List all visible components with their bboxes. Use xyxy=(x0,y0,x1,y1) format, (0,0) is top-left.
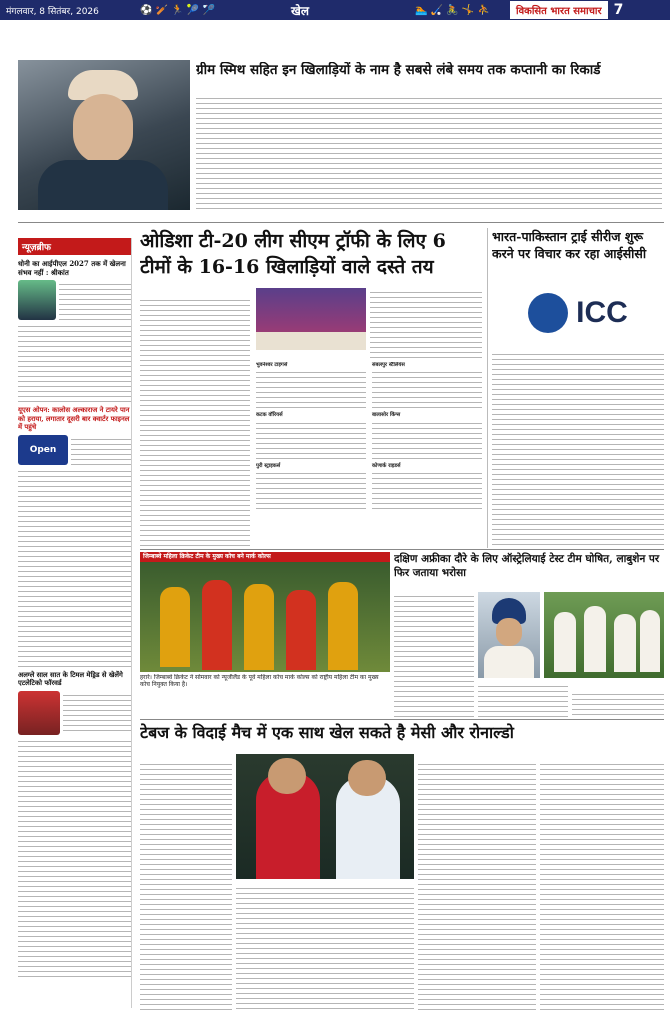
story6-body-col3 xyxy=(418,760,536,1010)
team-6-list xyxy=(372,469,482,513)
story6-headline-wrap xyxy=(140,722,664,750)
team-3: पुरी स्ट्राइकर्स xyxy=(256,462,281,469)
story4-kicker: जिम्बाब्वे महिला क्रिकेट टीम के मुख्य कोच बने मार्क कोल्स xyxy=(143,553,271,560)
story6-body-col4 xyxy=(540,760,664,1010)
story6-headline: टेबज के विदाई मैच में एक साथ खेल सकते है मेसी और रोनाल्डो xyxy=(140,723,514,742)
story6-byline xyxy=(140,752,200,760)
team-5-list xyxy=(372,419,482,463)
story5-byline xyxy=(394,584,454,592)
sidebar xyxy=(18,238,132,1008)
story6-body-left xyxy=(140,760,232,1010)
team-1-list xyxy=(256,368,366,412)
story4-kicker-wrap xyxy=(140,552,390,562)
story4-caption: हरारे। जिम्बाब्वे क्रिकेट ने सोमवार को न्यूजीलैंड के पूर्व महिला कोच मार्क कोल्स को राष्ट्रीय महिला टीम का मुख्य कोच नियुक्त किया है। xyxy=(140,674,379,688)
labuschagne-photo xyxy=(478,592,540,678)
story5-subhead-wrap xyxy=(572,682,664,690)
story3-byline xyxy=(492,342,552,350)
divider-mid xyxy=(140,549,664,550)
story5-body-mid xyxy=(478,682,568,720)
brief3-headline: अलग्ले साल सात के टिमल मेड्रिड से खेलेंगे एटलेटिको फॉरवर्ड xyxy=(18,670,123,687)
dhoni-photo xyxy=(18,280,56,320)
story1-headline: ग्रीम स्मिथ सहित इन खिलाड़ियों के नाम है सबसे लंबे समय तक कप्तानी का रिकार्ड xyxy=(196,62,601,78)
team-5: बालासोर किंग्स xyxy=(372,412,401,419)
messi-ronaldo-photo xyxy=(236,754,414,879)
story6-body-under-photo xyxy=(236,884,414,1010)
story5-body-right xyxy=(572,690,664,720)
story5-headline: दक्षिण अफ्रीका दौरे के लिए ऑस्ट्रेलियाई टेस्ट टीम घोषित, लाबुशेन पर फिर जताया भरोसा xyxy=(394,553,660,579)
story2-byline xyxy=(140,288,240,296)
page-number: 7 xyxy=(613,2,624,18)
icc-ball-icon xyxy=(528,293,568,333)
team-2-list xyxy=(256,419,366,463)
story1-body xyxy=(196,94,662,212)
story1-byline xyxy=(256,86,316,94)
icc-logo xyxy=(492,288,664,338)
page-header xyxy=(0,0,670,20)
story4-caption-wrap xyxy=(140,674,390,716)
zimbabwe-team-photo xyxy=(140,562,390,672)
us-open-logo-text: Open xyxy=(29,444,57,455)
story2-photo-caption xyxy=(256,351,366,359)
section-title: खेल xyxy=(291,3,309,18)
brief3-body xyxy=(18,737,131,977)
story5-headline-wrap xyxy=(394,552,664,582)
brief1-body xyxy=(18,322,131,402)
football-player-photo xyxy=(18,691,60,735)
paper-name: विकसित भारत समाचार xyxy=(510,1,608,19)
brief2-headline: यूएस ओपन: कालोस अल्काराज ने टायरे पान को हराया, लगातार दूसरी बार क्वार्टर फाइनल में पहुंचे xyxy=(18,406,130,431)
brief2-body xyxy=(18,467,131,667)
team-4-list xyxy=(372,368,482,412)
divider-vert xyxy=(487,228,488,548)
brief1-body-top xyxy=(59,280,131,320)
divider-top xyxy=(18,222,664,223)
story2-body-left xyxy=(140,296,250,546)
story3-headline-wrap xyxy=(492,228,664,286)
story3-body xyxy=(492,350,664,548)
divider-low xyxy=(140,719,664,720)
story1-headline-wrap xyxy=(196,62,662,84)
sports-icons-right: 🏊 🏑 🚴 🤸 ⛹ xyxy=(415,4,490,16)
story2-teams xyxy=(256,362,482,548)
sports-icons: ⚽ 🏏 🏃 🎾 🏸 xyxy=(140,4,215,16)
team-6: कोणार्क राइडर्स xyxy=(372,462,401,469)
team-1: भुवनेश्वर टाइगर्स xyxy=(256,362,288,368)
brief2-body-top xyxy=(71,435,131,465)
australia-celebration-photo xyxy=(544,592,664,678)
us-open-logo xyxy=(18,435,68,465)
story2-event-photo xyxy=(256,288,366,350)
icc-logo-text: ICC xyxy=(576,296,628,329)
sidebar-title: न्यूज़ब्रीफ xyxy=(18,238,131,255)
brief3-body-top xyxy=(63,691,131,735)
story2-body-right xyxy=(370,288,482,360)
story2-headline-wrap xyxy=(140,228,480,282)
team-3-list xyxy=(256,469,366,513)
issue-date: मंगलवार, 8 सितंबर, 2026 xyxy=(6,6,99,17)
team-4: संबलपुर स्टैलियंस xyxy=(372,362,405,368)
brief1-headline: धोनी का आईपीएल 2027 तक में खेलना संभव नहीं : श्रीकांत xyxy=(18,259,126,277)
story3-headline: भारत-पाकिस्तान ट्राई सीरीज शुरू करने पर विचार कर रहा आईसीसी xyxy=(492,229,647,261)
story2-headline: ओडिशा टी-20 लीग सीएम ट्रॉफी के लिए 6 टीमों के 16-16 खिलाड़ियों वाले दस्ते तय xyxy=(140,230,446,278)
team-2: कटक वॉरियर्स xyxy=(256,412,283,419)
story5-body-left xyxy=(394,592,474,720)
graeme-smith-photo xyxy=(18,60,190,210)
